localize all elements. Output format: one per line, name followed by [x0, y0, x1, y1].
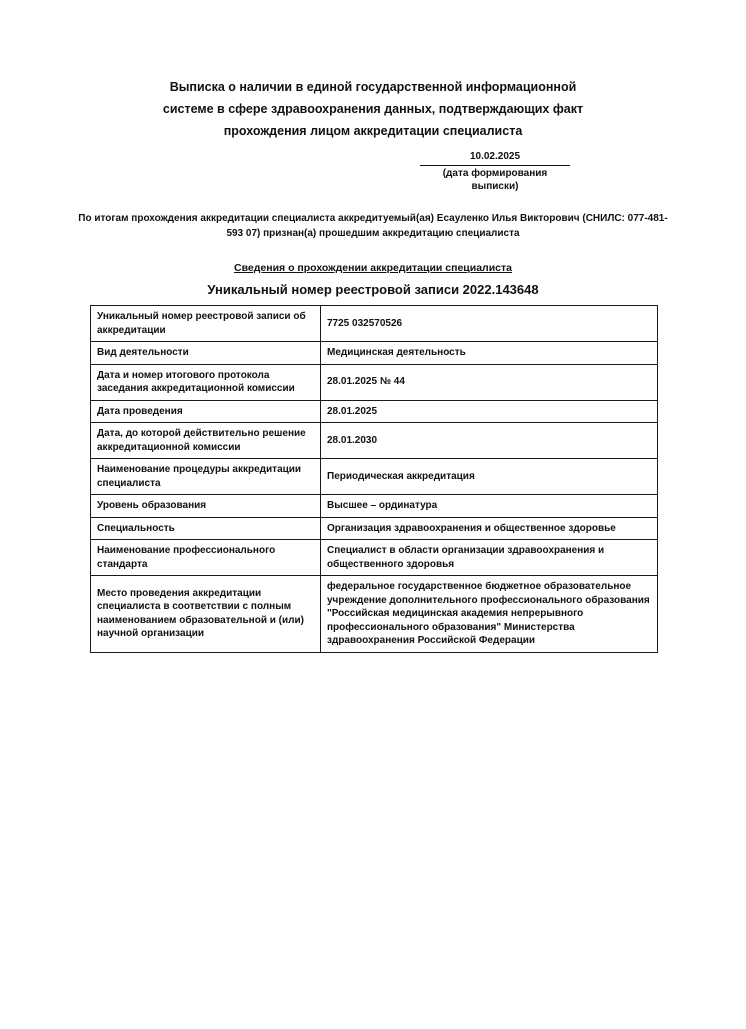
row-value: Организация здравоохранения и общественное здоровье — [321, 517, 658, 540]
row-label: Дата проведения — [91, 400, 321, 423]
table-row — [91, 342, 658, 365]
extract-date: 10.02.2025 — [420, 150, 570, 166]
intro-paragraph-line-1: По итогам прохождения аккредитации специалиста аккредитуемый(ая) Есауленко Илья Викторович (СНИЛС: 077-481- — [78, 213, 668, 224]
table-row — [91, 495, 658, 518]
table-row — [91, 364, 658, 400]
row-value: Периодическая аккредитация — [321, 459, 658, 495]
row-label: Вид деятельности — [91, 342, 321, 365]
table-row — [91, 400, 658, 423]
table-row — [91, 459, 658, 495]
table-row — [91, 517, 658, 540]
row-value: 28.01.2025 — [321, 400, 658, 423]
table-row — [91, 423, 658, 459]
document-title-line-1: Выписка о наличии в единой государственной информационной — [169, 80, 577, 94]
registry-number-header: Уникальный номер реестровой записи 2022.143648 — [207, 282, 539, 297]
row-label: Уникальный номер реестровой записи об аккредитации — [91, 306, 321, 342]
row-value: 7725 032570526 — [321, 306, 658, 342]
row-value: Высшее – ординатура — [321, 495, 658, 518]
accreditation-table — [90, 305, 658, 653]
row-label: Уровень образования — [91, 495, 321, 518]
table-row — [91, 306, 658, 342]
table-row — [91, 576, 658, 653]
document-title-line-2: системе в сфере здравоохранения данных, подтверждающих факт — [162, 102, 584, 116]
row-label: Наименование профессионального стандарта — [91, 540, 321, 576]
row-value: Специалист в области организации здравоохранения и общественного здоровья — [321, 540, 658, 576]
row-value: федеральное государственное бюджетное образовательное учреждение дополнительного профессионального образования "Российская медицинская академия непрерывного профессионального образования" Министерства здравоохранения Российской Федерации — [321, 576, 658, 653]
row-value: 28.01.2025 № 44 — [321, 364, 658, 400]
document-title — [0, 76, 746, 142]
row-label: Дата, до которой действительно решение аккредитационной комиссии — [91, 423, 321, 459]
intro-paragraph — [0, 211, 746, 241]
section-header: Сведения о прохождении аккредитации специалиста — [234, 262, 512, 274]
document-title-line-3: прохождения лицом аккредитации специалиста — [223, 124, 523, 138]
intro-paragraph-line-2: 593 07) признан(а) прошедшим аккредитацию специалиста — [226, 228, 520, 239]
row-value: Медицинская деятельность — [321, 342, 658, 365]
row-value: 28.01.2030 — [321, 423, 658, 459]
date-block — [420, 150, 570, 193]
row-label: Место проведения аккредитации специалиста в соответствии с полным наименованием образовательной и (или) научной организации — [91, 576, 321, 653]
extract-date-caption: (дата формирования выписки) — [442, 168, 548, 192]
row-label: Наименование процедуры аккредитации специалиста — [91, 459, 321, 495]
row-label: Специальность — [91, 517, 321, 540]
table-row — [91, 540, 658, 576]
row-label: Дата и номер итогового протокола заседания аккредитационной комиссии — [91, 364, 321, 400]
